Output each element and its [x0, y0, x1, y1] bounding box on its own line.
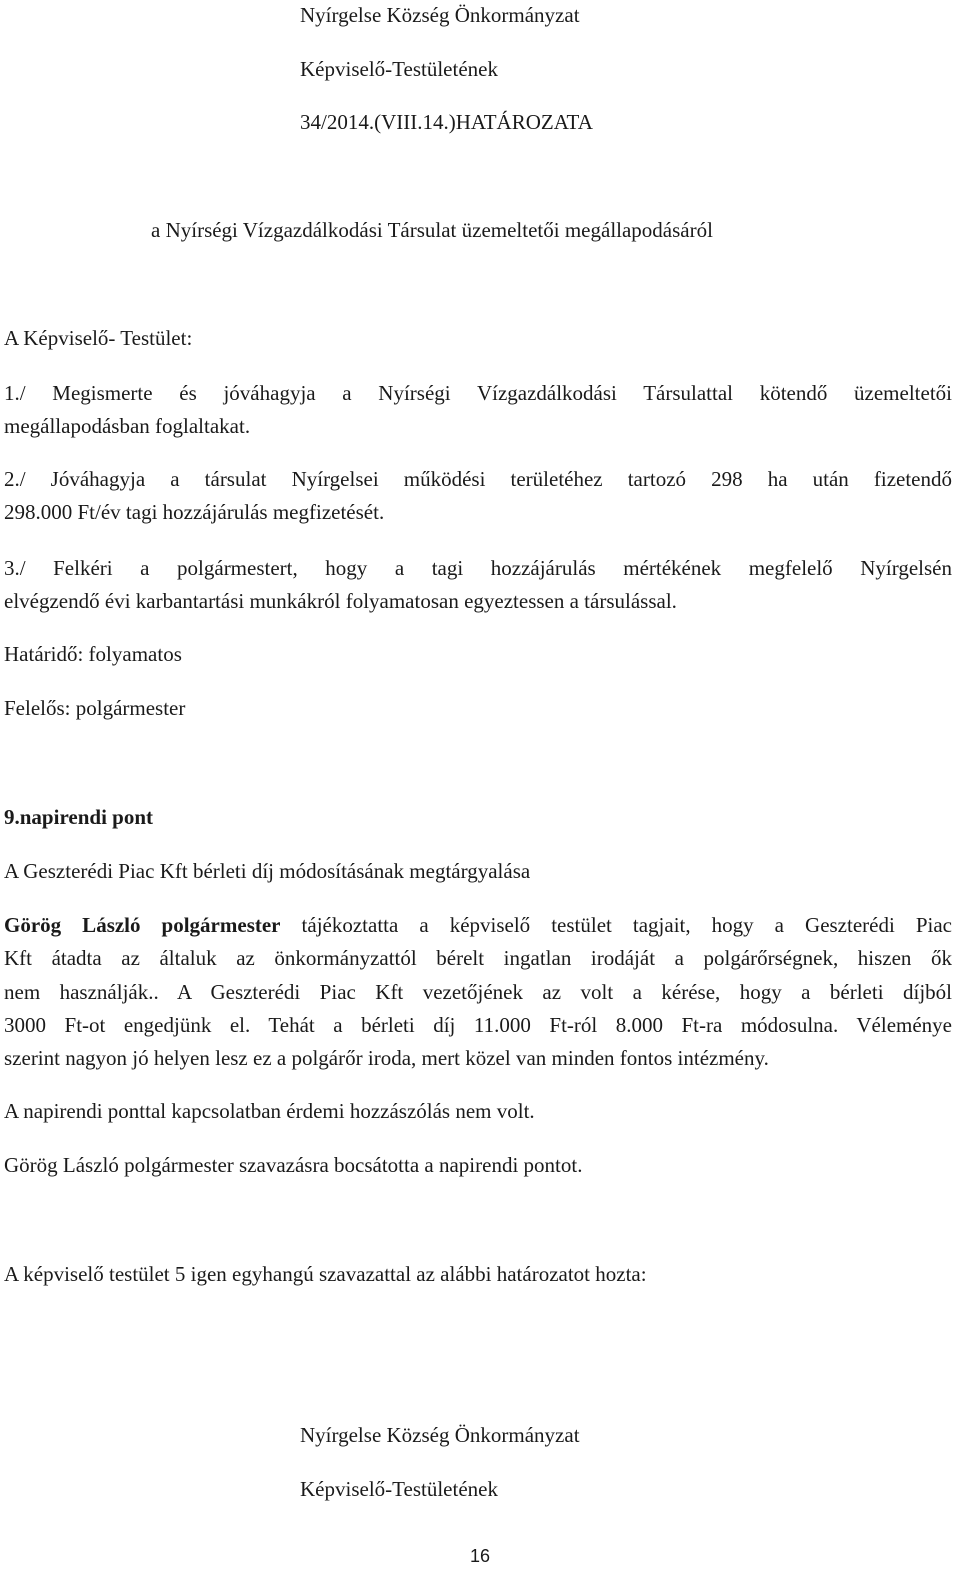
agenda-heading: 9.napirendi pont: [4, 805, 153, 829]
deadline: Határidő: folyamatos: [4, 642, 182, 666]
para1-line1: [4, 912, 952, 938]
footer-body-name: Képviselő-Testületének: [300, 1477, 498, 1501]
para2: A napirendi ponttal kapcsolatban érdemi hozzászólás nem volt.: [4, 1099, 535, 1123]
item2-line2: 298.000 Ft/év tagi hozzájárulás megfizetését.: [4, 500, 385, 524]
para1-line5: szerint nagyon jó helyen lesz ez a polgárőr iroda, mert közel van minden fontos intézmény.: [4, 1046, 769, 1070]
page-number: 16: [469, 1546, 491, 1566]
para1-line3: nem használják.. A Geszterédi Piac Kft vezetőjének az volt a kérése, hogy a bérleti díjból: [4, 980, 952, 1004]
footer-authority-name: Nyírgelse Község Önkormányzat: [300, 1423, 580, 1447]
para1-line1-text: tájékoztatta a képviselő testület tagjait, hogy a Geszterédi Piac: [301, 913, 952, 937]
item2-line1: 2./ Jóváhagyja a társulat Nyírgelsei működési területéhez tartozó 298 ha után fizetendő: [4, 467, 952, 491]
agenda-title: A Geszterédi Piac Kft bérleti díj módosításának megtárgyalása: [4, 859, 531, 883]
speaker-name: Görög László polgármester: [4, 913, 281, 937]
vote-statement: A képviselő testület 5 igen egyhangú szavazattal az alábbi határozatot hozta:: [4, 1262, 647, 1286]
responsible: Felelős: polgármester: [4, 696, 186, 720]
resolution-intro: A Képviselő- Testület:: [4, 326, 193, 350]
resolution-subject: a Nyírségi Vízgazdálkodási Társulat üzemeltetői megállapodásáról: [151, 218, 713, 242]
item3-line1: 3./ Felkéri a polgármestert, hogy a tagi hozzájárulás mértékének megfelelő Nyírgelsén: [4, 556, 952, 580]
resolution-number: 34/2014.(VIII.14.)HATÁROZATA: [300, 110, 593, 134]
item1-line1: 1./ Megismerte és jóváhagyja a Nyírségi Vízgazdálkodási Társulattal kötendő üzemeltetői: [4, 381, 952, 405]
para1-line2: Kft átadta az általuk az önkormányzattól bérelt ingatlan irodáját a polgárőrségnek, hiszen ők: [4, 946, 952, 970]
para3: Görög László polgármester szavazásra bocsátotta a napirendi pontot.: [4, 1153, 583, 1177]
item1-line2: megállapodásban foglaltakat.: [4, 414, 251, 438]
body-name: Képviselő-Testületének: [300, 57, 498, 81]
item3-line2: elvégzendő évi karbantartási munkákról folyamatosan egyeztessen a társulással.: [4, 589, 677, 613]
authority-name: Nyírgelse Község Önkormányzat: [300, 3, 580, 27]
para1-line4: 3000 Ft-ot engedjünk el. Tehát a bérleti díj 11.000 Ft-ról 8.000 Ft-ra módosulna. Véleménye: [4, 1013, 952, 1037]
